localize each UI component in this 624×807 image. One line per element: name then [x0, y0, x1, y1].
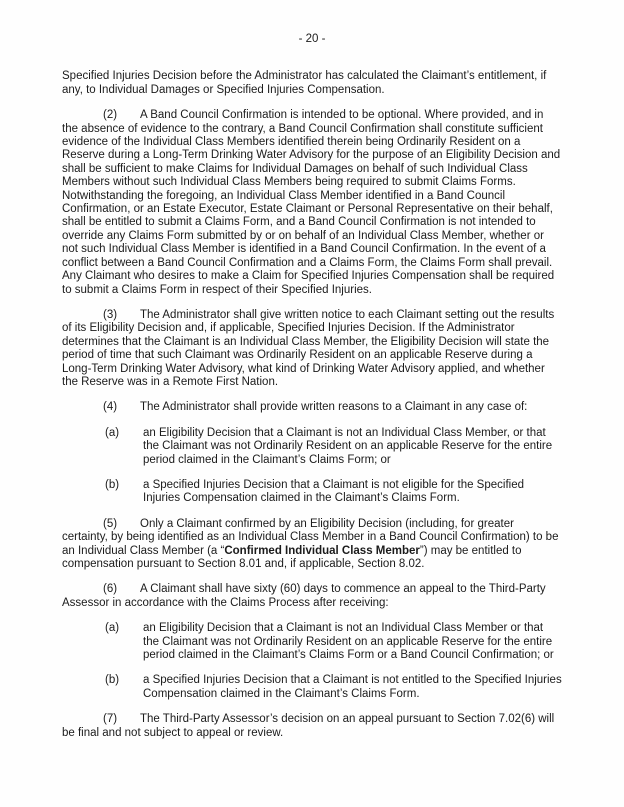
clause-2-text: A Band Council Confirmation is intended to be optional. Where provided, and in the absence of evidence to the contrary, a Band Council Confirmation shall constitute sufficient evidence of the Individual Class Members identified therein being Ordinarily Resident on a Reserve during a Long-Term Drinking Water Advisory for the purpose of an Eligibility Decision and shall be sufficient to make Claims for Individual Damages on behalf of such Individual Class Members without such Individual Class Members being required to submit Claims Forms. Notwithstanding the foregoing, an Individual Class Member identified in a Band Council Confirmation, or an Estate Executor, Estate Claimant or Personal Representative on their behalf, shall be entitled to submit a Claims Form, and a Band Council Confirmation is not intended to override any Claims Form submitted by or on behalf of an Individual Class Member, whether or not such Individual Class Member is identified in a Band Council Confirmation. In the event of a conflict between a Band Council Confirmation and a Claims Form, the Claims Form shall prevail. Any Claimant who desires to make a Claim for Specified Injuries Compensation shall be required to submit a Claims Form in respect of their Specified Injuries.: [62, 109, 561, 296]
clause-6-item-b-label: (b): [105, 674, 120, 687]
clause-4-item-b-label: (b): [105, 478, 120, 491]
clause-6-item-a: [105, 622, 562, 662]
document-body: [62, 70, 562, 740]
clause-4-item-a-label: (a): [105, 426, 120, 439]
clause-2: [62, 109, 562, 297]
clause-7-number: (7): [103, 713, 118, 726]
clause-5: [62, 518, 562, 572]
clause-4-text: The Administrator shall provide written reasons to a Claimant in any case of:: [140, 401, 528, 414]
clause-3-text: The Administrator shall give written notice to each Claimant setting out the results of its Eligibility Decision and, if applicable, Specified Injuries Decision. If the Administrator determines that the Claimant is an Individual Class Member, the Eligibility Decision will state the period of time that such Claimant was Ordinarily Resident on an applicable Reserve during a Long-Term Drinking Water Advisory, what kind of Drinking Water Advisory applied, and whether the Reserve was in a Remote First Nation.: [62, 308, 555, 388]
clause-6-item-b: [105, 674, 562, 701]
clause-5-text-end: ”) may be entitled to compensation pursuant to Section 8.01 and, if applicable, Section 8.02.: [62, 544, 522, 570]
clause-5-text-start: Only a Claimant confirmed by an Eligibility Decision (including, for greater certainty, by being identified as an Individual Class Member in a Band Council Confirmation) to be an Individual Class Member (a “: [62, 517, 559, 557]
clause-4-item-b-text: a Specified Injuries Decision that a Claimant is not eligible for the Specified Injuries Compensation claimed in the Claimant’s Claims Form.: [143, 478, 524, 505]
clause-6-item-a-label: (a): [105, 622, 120, 635]
paragraph-intro-continuation: Specified Injuries Decision before the Administrator has calculated the Claimant’s entitlement, if any, to Individual Damages or Specified Injuries Compensation.: [62, 70, 547, 96]
clause-3-number: (3): [103, 308, 118, 321]
defined-term-confirmed-individual-class-member: Confirmed Individual Class Member: [224, 544, 420, 557]
clause-2-number: (2): [103, 109, 118, 122]
clause-4: [62, 401, 562, 414]
clause-3: [62, 309, 562, 389]
clause-6-item-a-text: an Eligibility Decision that a Claimant is not an Individual Class Member or that the Claimant was not Ordinarily Resident on an applicable Reserve for the entire period claimed in the Claimant’s Claims Form or a Band Council Confirmation; or: [143, 622, 554, 662]
clause-7: [62, 713, 562, 740]
clause-6: [62, 583, 562, 610]
clause-6-item-b-text: a Specified Injuries Decision that a Claimant is not entitled to the Specified Injuries Compensation claimed in the Claimant’s Claims Form.: [143, 674, 562, 700]
clause-6-text: A Claimant shall have sixty (60) days to commence an appeal to the Third-Party Assessor in accordance with the Claims Process after receiving:: [62, 583, 546, 609]
clause-6-number: (6): [103, 583, 118, 596]
clause-4-number: (4): [103, 401, 118, 414]
clause-4-item-a: [105, 427, 562, 467]
clause-7-text: The Third-Party Assessor’s decision on an appeal pursuant to Section 7.02(6) will be final and not subject to appeal or review.: [62, 713, 555, 739]
clause-5-number: (5): [103, 517, 118, 530]
page-number: - 20 -: [298, 33, 326, 45]
clause-4-item-b: [105, 479, 562, 506]
clause-4-item-a-text: an Eligibility Decision that a Claimant is not an Individual Class Member, or that the Claimant was not Ordinarily Resident on an applicable Reserve for the entire period claimed in the Claimant’s Claims Form; or: [143, 426, 553, 466]
